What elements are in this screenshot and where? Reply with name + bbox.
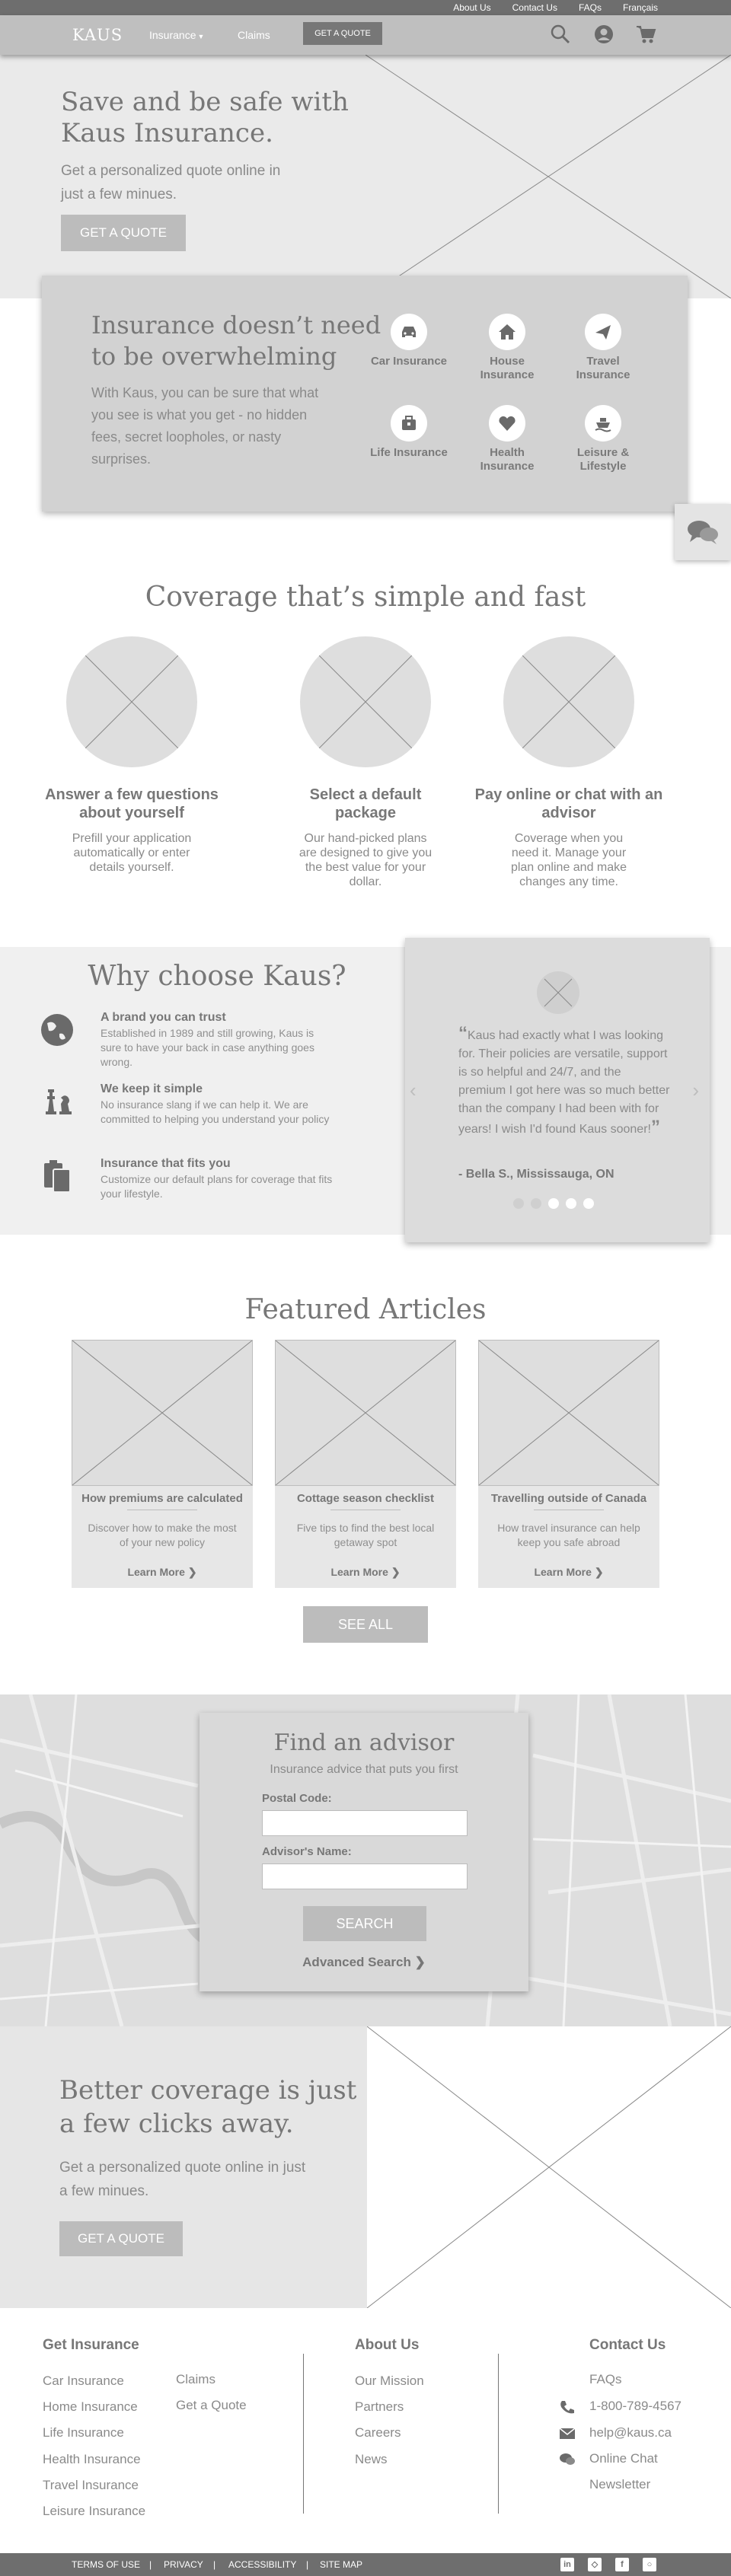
insurance-item-label: Leisure & Lifestyle [576,446,630,473]
testimonial-quote [458,1025,672,1139]
coverage-step-title: Pay online or chat with an advisor [474,786,663,821]
footer-link[interactable]: Partners [355,2399,404,2414]
footer [0,2308,731,2553]
footer-divider [303,2354,304,2514]
heart-icon [496,413,518,434]
footer-faqs-link[interactable]: FAQs [589,2372,622,2386]
article-text: Discover how to make the most of your new policy [88,1522,237,1548]
cta-section [0,2026,731,2308]
search-icon[interactable] [550,24,571,45]
insurance-text: With Kaus, you can be sure that what you see is what you get - no hidden fees, secret loopholes, or nasty surprises. [91,385,319,467]
postal-code-input[interactable] [262,1810,468,1836]
clipboard-icon [38,1157,76,1195]
footer-link[interactable]: Life Insurance [43,2425,124,2440]
hero-get-quote-button[interactable]: GET A QUOTE [61,215,186,251]
coverage-step [33,636,231,875]
nav-insurance-label: Insurance [149,29,196,41]
close-quote-icon: ” [650,1117,660,1137]
insurance-item-house[interactable] [465,314,549,382]
footer-link[interactable]: Car Insurance [43,2374,124,2388]
bottom-separator: | [149,2559,152,2570]
footer-link[interactable]: Leisure Insurance [43,2504,146,2518]
cart-icon[interactable] [635,24,656,45]
nav-claims[interactable]: Claims [238,29,270,41]
hero-image-placeholder [366,55,731,298]
insurance-item-label: Car Insurance [370,355,448,368]
article-text: Five tips to find the best local getaway spot [296,1522,435,1548]
house-icon [496,321,518,343]
carousel-dot[interactable] [566,1198,576,1209]
footer-contact-title: Contact Us [589,2337,666,2353]
linkedin-icon[interactable]: in [560,2558,574,2571]
insurance-panel [42,276,688,512]
advisor-title: Find an advisor [273,1730,455,1756]
insurance-item-health[interactable] [465,405,549,473]
testimonial-card [405,938,710,1242]
insurance-item-label: Health Insurance [480,446,535,473]
footer-chat-link[interactable]: Online Chat [589,2451,658,2466]
coverage-title: Coverage that’s simple and fast [145,582,586,613]
phone-icon [559,2399,576,2415]
open-quote-icon: “ [458,1023,468,1044]
article-image-placeholder [72,1340,253,1486]
why-item-text: Customize our default plans for coverage that fits your lifestyle. [101,1173,333,1200]
insurance-item-car[interactable] [367,314,451,368]
footer-link[interactable]: Careers [355,2425,401,2440]
article-learn-more-link[interactable]: Learn More ❯ [330,1566,401,1578]
coverage-step [470,636,668,889]
advanced-search-link[interactable] [200,1955,528,1970]
bottom-separator: | [306,2559,309,2570]
chevron-right-icon: ❯ [414,1955,426,1969]
carousel-dots [513,1198,594,1209]
boat-icon [592,413,614,434]
advisor-name-input[interactable] [262,1863,468,1889]
carousel-dot[interactable] [531,1198,541,1209]
footer-link[interactable]: Get a Quote [176,2398,247,2412]
coverage-image-placeholder [66,636,197,767]
article-card[interactable] [72,1340,253,1588]
chat-widget[interactable] [675,504,731,560]
chevron-right-icon[interactable]: › [692,1079,699,1101]
insurance-item-label: Life Insurance [370,446,448,459]
article-learn-more-link[interactable]: Learn More ❯ [127,1566,197,1578]
account-icon[interactable] [593,24,614,45]
cta-subtitle: Get a personalized quote online in just a few minues. [59,2160,306,2199]
footer-divider [498,2354,499,2514]
chevron-right-icon: ❯ [594,1566,604,1578]
postal-code-label: Postal Code: [262,1792,332,1805]
insurance-item-life[interactable] [367,405,451,460]
cta-get-quote-button[interactable]: GET A QUOTE [59,2221,183,2256]
chevron-down-icon: ▼ [197,33,205,40]
footer-about-title: About Us [355,2337,420,2353]
utility-link-language[interactable]: Français [622,2,658,13]
hero-title: Save and be safe with Kaus Insurance. [61,87,349,148]
avatar [537,971,579,1014]
utility-link-faqs[interactable]: FAQs [578,2,602,13]
testimonial-author: - Bella S., Mississauga, ON [458,1168,614,1181]
advanced-search-label: Advanced Search [302,1955,411,1969]
chat-icon [559,2452,576,2467]
footer-link[interactable]: Claims [176,2372,215,2386]
terms-link[interactable]: TERMS OF USE [72,2559,141,2570]
footer-link[interactable]: Travel Insurance [43,2478,139,2492]
carousel-dot[interactable] [513,1198,524,1209]
globe-icon [38,1011,76,1049]
main-nav [0,15,731,55]
article-image-placeholder [478,1340,659,1486]
chevron-right-icon: ❯ [187,1566,197,1578]
article-card[interactable] [275,1340,456,1588]
footer-link[interactable]: Home Insurance [43,2399,138,2414]
footer-get-insurance-title: Get Insurance [43,2337,139,2353]
footer-link[interactable]: Our Mission [355,2374,424,2388]
advisor-search-button[interactable]: SEARCH [303,1906,426,1941]
article-image-placeholder [275,1340,456,1486]
article-card[interactable] [478,1340,659,1588]
coverage-step-text: Coverage when you need it. Manage your plan online and make changes any time. [510,832,627,888]
why-item-title: Insurance that fits you [101,1157,231,1170]
articles-title: Featured Articles [244,1294,487,1325]
insurance-item-leisure[interactable] [561,405,645,473]
insurance-title: Insurance doesn’t need to be overwhelming [91,311,381,371]
insurance-item-label: House Insurance [480,355,535,381]
instagram-icon[interactable]: ○ [643,2558,656,2571]
bottom-bar [0,2553,731,2576]
footer-newsletter-link[interactable]: Newsletter [589,2477,651,2492]
why-item-text: Established in 1989 and still growing, Kaus is sure to have your back in case anything goes wrong. [101,1027,314,1068]
insurance-item-travel[interactable] [561,314,645,382]
why-title: Why choose Kaus? [88,961,346,992]
utility-link-contact[interactable]: Contact Us [512,2,557,13]
article-learn-more-link[interactable]: Learn More ❯ [534,1566,604,1578]
chevron-right-icon: ❯ [391,1566,401,1578]
utility-bar [0,0,731,15]
coverage-image-placeholder [300,636,431,767]
hero-section [0,55,731,298]
coverage-step-title: Select a default package [309,786,422,821]
privacy-link[interactable]: PRIVACY [164,2559,203,2570]
testimonial-quote-text: Kaus had exactly what I was looking for. Their policies are versatile, support is so helpful and 24/7, and the premium I got here was so much better than the company I had been with for years! I wish I'd found Kaus sooner! [458,1029,670,1136]
insurance-item-label: Travel Insurance [576,355,630,381]
advisor-finder [200,1713,528,1991]
chevron-left-icon[interactable]: ‹ [410,1079,417,1101]
briefcase-icon [398,413,420,434]
see-all-button[interactable]: SEE ALL [303,1606,428,1643]
footer-phone[interactable]: 1-800-789-4567 [589,2399,682,2413]
bottom-separator: | [213,2559,216,2570]
coverage-step-text: Prefill your application automatically or enter details yourself. [72,832,192,874]
coverage-step-title: Answer a few questions about yourself [45,786,219,821]
utility-link-about[interactable]: About Us [453,2,491,13]
cta-image-placeholder [367,2026,731,2308]
car-icon [398,321,420,343]
footer-link[interactable]: Health Insurance [43,2452,141,2466]
chess-icon [38,1082,76,1121]
why-item-title: We keep it simple [101,1082,203,1095]
nav-insurance-menu[interactable] [149,29,204,41]
twitter-icon[interactable]: ◇ [588,2558,602,2571]
why-item-text: No insurance slang if we can help it. We are committed to helping you understand your policy [101,1098,330,1125]
email-icon [559,2426,576,2441]
sitemap-link[interactable]: SITE MAP [320,2559,363,2570]
coverage-image-placeholder [503,636,634,767]
cta-title: Better coverage is just a few clicks away. [59,2075,357,2139]
advisor-subtitle: Insurance advice that puts you first [270,1763,458,1776]
chat-icon [686,518,720,546]
coverage-step [267,636,464,889]
carousel-dot[interactable] [583,1198,594,1209]
footer-link[interactable]: News [355,2452,388,2466]
article-text: How travel insurance can help keep you safe abroad [497,1522,640,1548]
nav-get-quote-button[interactable]: GET A QUOTE [303,22,382,45]
logo[interactable]: KAUS [72,26,123,44]
article-title: How premiums are calculated [81,1492,243,1505]
plane-icon [592,321,614,343]
hero-subtitle: Get a personalized quote online in just a few minues. [61,163,281,202]
facebook-icon[interactable]: f [615,2558,629,2571]
footer-email[interactable]: help@kaus.ca [589,2425,672,2440]
carousel-dot[interactable] [548,1198,559,1209]
accessibility-link[interactable]: ACCESSIBILITY [228,2559,297,2570]
advisor-name-label: Advisor's Name: [262,1845,352,1858]
coverage-step-text: Our hand-picked plans are designed to give you the best value for your dollar. [298,832,433,888]
article-title: Travelling outside of Canada [490,1492,647,1505]
why-item-title: A brand you can trust [101,1011,226,1024]
article-title: Cottage season checklist [296,1492,435,1505]
